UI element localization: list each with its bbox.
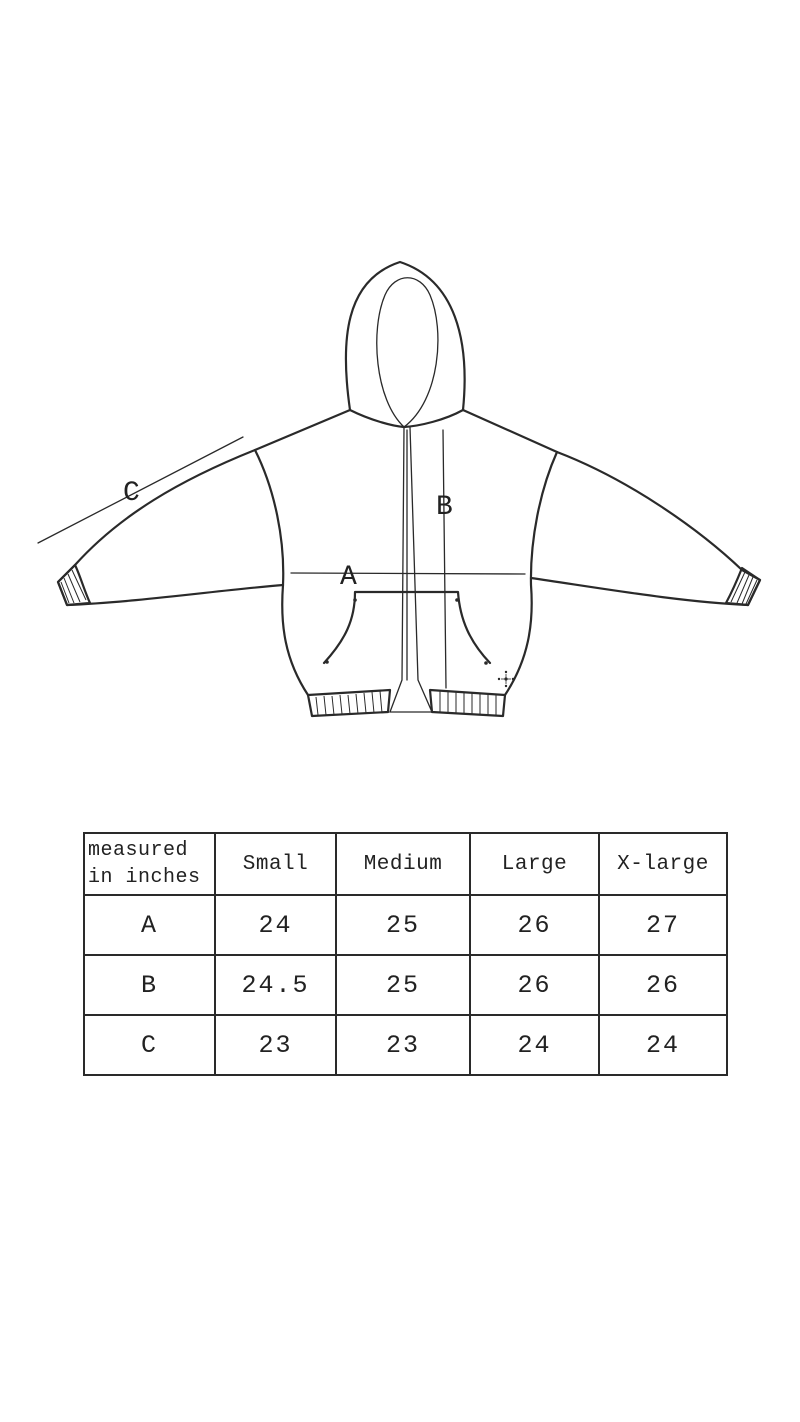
measure-label-a: A <box>340 562 357 593</box>
table-cell: 27 <box>599 895 727 955</box>
table-header-row <box>84 833 727 895</box>
table-cell: 25 <box>336 895 470 955</box>
table-row <box>84 1015 727 1075</box>
row-key: C <box>84 1015 215 1075</box>
left-sleeve <box>58 450 283 605</box>
table-cell: 26 <box>599 955 727 1015</box>
table-cell: 24 <box>599 1015 727 1075</box>
measure-line-a <box>291 573 525 574</box>
table-row <box>84 895 727 955</box>
measure-line-c <box>38 437 243 543</box>
table-row <box>84 955 727 1015</box>
row-key: B <box>84 955 215 1015</box>
left-cuff <box>58 565 90 605</box>
table-cell: 24 <box>470 1015 599 1075</box>
right-cuff <box>726 568 760 605</box>
row-key: A <box>84 895 215 955</box>
column-header-small: Small <box>215 833 336 895</box>
right-sleeve <box>531 452 760 605</box>
measure-label-c: C <box>123 478 140 509</box>
body-right-side <box>463 410 557 695</box>
measure-line-b <box>443 430 446 688</box>
corner-line-2: in inches <box>88 866 201 889</box>
measure-label-b: B <box>436 492 453 523</box>
column-header-x-large: X-large <box>599 833 727 895</box>
table-cell: 23 <box>336 1015 470 1075</box>
hood-outline <box>346 262 465 410</box>
table-cell: 25 <box>336 955 470 1015</box>
zipper <box>390 427 432 712</box>
corner-cell <box>84 833 215 895</box>
column-header-medium: Medium <box>336 833 470 895</box>
body-left-side <box>255 410 350 695</box>
column-header-large: Large <box>470 833 599 895</box>
table-cell: 23 <box>215 1015 336 1075</box>
size-chart-table <box>83 832 728 1076</box>
table-cell: 26 <box>470 955 599 1015</box>
hood-opening <box>377 278 438 427</box>
table-cell: 26 <box>470 895 599 955</box>
corner-line-1: measured <box>88 839 189 862</box>
table-cell: 24 <box>215 895 336 955</box>
table-cell: 24.5 <box>215 955 336 1015</box>
